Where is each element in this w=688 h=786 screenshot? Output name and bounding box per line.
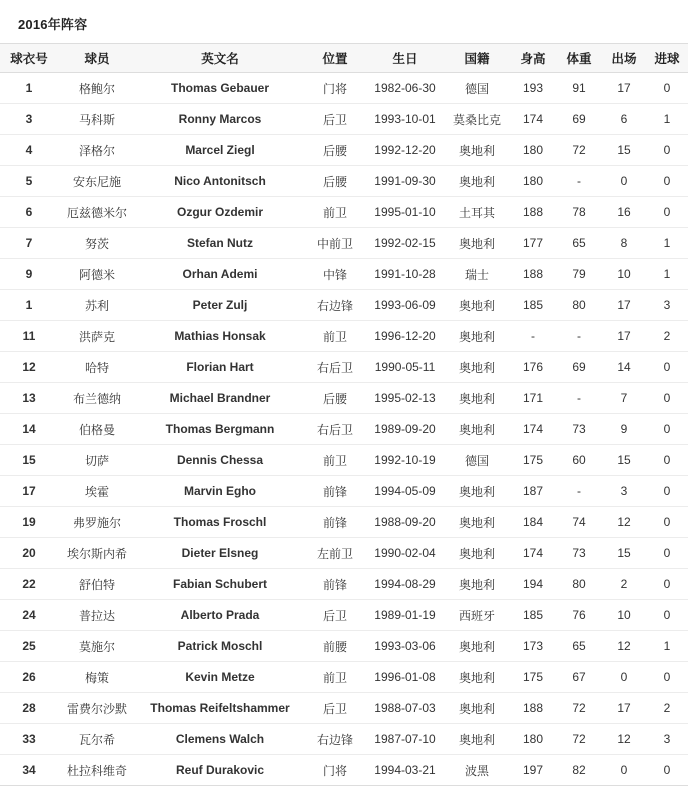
- cell-appearances: 14: [602, 352, 646, 383]
- cell-appearances: 12: [602, 724, 646, 755]
- cell-player-name-cn: 布兰德纳: [58, 383, 136, 414]
- cell-birthday: 1988-07-03: [366, 693, 444, 724]
- column-header-jersey: 球衣号: [0, 44, 58, 73]
- column-header-appearances: 出场: [602, 44, 646, 73]
- cell-position: 前锋: [304, 507, 366, 538]
- cell-player-name-en: Nico Antonitsch: [136, 166, 304, 197]
- cell-nationality: 奥地利: [444, 135, 510, 166]
- cell-player-name-cn: 伯格曼: [58, 414, 136, 445]
- column-header-birthday: 生日: [366, 44, 444, 73]
- cell-player-name-cn: 莫施尔: [58, 631, 136, 662]
- cell-player-name-en: Stefan Nutz: [136, 228, 304, 259]
- cell-player-name-en: Florian Hart: [136, 352, 304, 383]
- cell-jersey-number: 26: [0, 662, 58, 693]
- cell-goals: 0: [646, 662, 688, 693]
- cell-jersey-number: 15: [0, 445, 58, 476]
- cell-appearances: 17: [602, 73, 646, 104]
- cell-player-name-cn: 梅策: [58, 662, 136, 693]
- cell-player-name-cn: 厄兹德米尔: [58, 197, 136, 228]
- cell-position: 前腰: [304, 631, 366, 662]
- cell-position: 后卫: [304, 104, 366, 135]
- cell-appearances: 17: [602, 693, 646, 724]
- cell-nationality: 奥地利: [444, 476, 510, 507]
- cell-position: 前卫: [304, 445, 366, 476]
- cell-jersey-number: 24: [0, 600, 58, 631]
- cell-appearances: 15: [602, 135, 646, 166]
- cell-position: 中锋: [304, 259, 366, 290]
- cell-player-name-cn: 洪萨克: [58, 321, 136, 352]
- cell-weight: -: [556, 476, 602, 507]
- cell-birthday: 1995-02-13: [366, 383, 444, 414]
- cell-nationality: 奥地利: [444, 166, 510, 197]
- cell-player-name-en: Ozgur Ozdemir: [136, 197, 304, 228]
- cell-jersey-number: 20: [0, 538, 58, 569]
- cell-birthday: 1988-09-20: [366, 507, 444, 538]
- cell-nationality: 奥地利: [444, 507, 510, 538]
- cell-height: 180: [510, 166, 556, 197]
- cell-birthday: 1987-07-10: [366, 724, 444, 755]
- cell-goals: 0: [646, 197, 688, 228]
- cell-height: 180: [510, 724, 556, 755]
- cell-player-name-en: Kevin Metze: [136, 662, 304, 693]
- cell-birthday: 1993-06-09: [366, 290, 444, 321]
- cell-player-name-en: Thomas Gebauer: [136, 73, 304, 104]
- cell-goals: 0: [646, 507, 688, 538]
- cell-player-name-en: Dennis Chessa: [136, 445, 304, 476]
- cell-jersey-number: 9: [0, 259, 58, 290]
- cell-position: 后卫: [304, 693, 366, 724]
- cell-player-name-cn: 埃霍: [58, 476, 136, 507]
- column-header-weight: 体重: [556, 44, 602, 73]
- cell-jersey-number: 34: [0, 755, 58, 786]
- cell-position: 右边锋: [304, 290, 366, 321]
- table-row: [0, 662, 688, 693]
- cell-goals: 1: [646, 259, 688, 290]
- cell-goals: 2: [646, 693, 688, 724]
- cell-player-name-cn: 瓦尔希: [58, 724, 136, 755]
- cell-weight: 80: [556, 569, 602, 600]
- cell-goals: 0: [646, 73, 688, 104]
- cell-player-name-en: Marvin Egho: [136, 476, 304, 507]
- cell-birthday: 1992-12-20: [366, 135, 444, 166]
- cell-jersey-number: 12: [0, 352, 58, 383]
- cell-appearances: 6: [602, 104, 646, 135]
- cell-player-name-en: Ronny Marcos: [136, 104, 304, 135]
- cell-position: 前卫: [304, 321, 366, 352]
- cell-nationality: 奥地利: [444, 538, 510, 569]
- cell-goals: 0: [646, 538, 688, 569]
- cell-player-name-en: Peter Zulj: [136, 290, 304, 321]
- cell-jersey-number: 5: [0, 166, 58, 197]
- cell-appearances: 17: [602, 321, 646, 352]
- cell-nationality: 波黑: [444, 755, 510, 786]
- cell-nationality: 奥地利: [444, 693, 510, 724]
- cell-position: 后卫: [304, 600, 366, 631]
- cell-birthday: 1993-03-06: [366, 631, 444, 662]
- table-body: [0, 73, 688, 786]
- cell-jersey-number: 19: [0, 507, 58, 538]
- cell-position: 门将: [304, 755, 366, 786]
- cell-position: 右后卫: [304, 352, 366, 383]
- cell-player-name-cn: 舒伯特: [58, 569, 136, 600]
- cell-appearances: 8: [602, 228, 646, 259]
- table-row: [0, 631, 688, 662]
- cell-weight: 79: [556, 259, 602, 290]
- cell-height: 188: [510, 197, 556, 228]
- cell-position: 后腰: [304, 383, 366, 414]
- cell-jersey-number: 3: [0, 104, 58, 135]
- cell-appearances: 7: [602, 383, 646, 414]
- cell-goals: 0: [646, 166, 688, 197]
- cell-player-name-cn: 泽格尔: [58, 135, 136, 166]
- cell-nationality: 瑞士: [444, 259, 510, 290]
- cell-birthday: 1993-10-01: [366, 104, 444, 135]
- cell-height: 175: [510, 662, 556, 693]
- table-row: [0, 166, 688, 197]
- cell-goals: 0: [646, 414, 688, 445]
- cell-player-name-en: Thomas Bergmann: [136, 414, 304, 445]
- cell-player-name-en: Patrick Moschl: [136, 631, 304, 662]
- cell-jersey-number: 25: [0, 631, 58, 662]
- page-title: 2016年阵容: [18, 17, 88, 32]
- cell-jersey-number: 1: [0, 290, 58, 321]
- table-row: [0, 755, 688, 786]
- cell-position: 前卫: [304, 662, 366, 693]
- cell-nationality: 德国: [444, 445, 510, 476]
- table-row: [0, 414, 688, 445]
- table-row: [0, 600, 688, 631]
- cell-birthday: 1992-02-15: [366, 228, 444, 259]
- cell-position: 门将: [304, 73, 366, 104]
- cell-weight: 82: [556, 755, 602, 786]
- cell-weight: 78: [556, 197, 602, 228]
- cell-weight: 65: [556, 631, 602, 662]
- table-header-row: [0, 44, 688, 73]
- cell-appearances: 9: [602, 414, 646, 445]
- cell-position: 右后卫: [304, 414, 366, 445]
- cell-appearances: 16: [602, 197, 646, 228]
- cell-nationality: 奥地利: [444, 321, 510, 352]
- cell-nationality: 奥地利: [444, 352, 510, 383]
- cell-weight: 60: [556, 445, 602, 476]
- table-row: [0, 104, 688, 135]
- column-header-english: 英文名: [136, 44, 304, 73]
- cell-weight: 69: [556, 104, 602, 135]
- cell-nationality: 奥地利: [444, 383, 510, 414]
- cell-jersey-number: 6: [0, 197, 58, 228]
- cell-player-name-en: Michael Brandner: [136, 383, 304, 414]
- cell-goals: 2: [646, 321, 688, 352]
- cell-height: 197: [510, 755, 556, 786]
- cell-height: 174: [510, 104, 556, 135]
- cell-weight: 91: [556, 73, 602, 104]
- cell-nationality: 奥地利: [444, 228, 510, 259]
- cell-goals: 0: [646, 445, 688, 476]
- cell-position: 中前卫: [304, 228, 366, 259]
- table-row: [0, 352, 688, 383]
- cell-appearances: 17: [602, 290, 646, 321]
- cell-nationality: 西班牙: [444, 600, 510, 631]
- cell-weight: 73: [556, 538, 602, 569]
- table-header: [0, 44, 688, 73]
- cell-birthday: 1991-09-30: [366, 166, 444, 197]
- cell-player-name-en: Marcel Ziegl: [136, 135, 304, 166]
- column-header-position: 位置: [304, 44, 366, 73]
- cell-birthday: 1994-03-21: [366, 755, 444, 786]
- cell-birthday: 1995-01-10: [366, 197, 444, 228]
- cell-height: 177: [510, 228, 556, 259]
- cell-height: 187: [510, 476, 556, 507]
- cell-height: 184: [510, 507, 556, 538]
- cell-weight: 73: [556, 414, 602, 445]
- cell-nationality: 奥地利: [444, 631, 510, 662]
- cell-player-name-cn: 切萨: [58, 445, 136, 476]
- table-row: [0, 259, 688, 290]
- cell-appearances: 0: [602, 166, 646, 197]
- cell-player-name-cn: 苏利: [58, 290, 136, 321]
- cell-position: 前锋: [304, 476, 366, 507]
- cell-goals: 3: [646, 290, 688, 321]
- cell-height: 175: [510, 445, 556, 476]
- cell-nationality: 莫桑比克: [444, 104, 510, 135]
- cell-appearances: 0: [602, 662, 646, 693]
- table-row: [0, 321, 688, 352]
- cell-weight: 76: [556, 600, 602, 631]
- cell-birthday: 1982-06-30: [366, 73, 444, 104]
- cell-player-name-cn: 哈特: [58, 352, 136, 383]
- table-row: [0, 538, 688, 569]
- cell-birthday: 1990-02-04: [366, 538, 444, 569]
- cell-player-name-en: Dieter Elsneg: [136, 538, 304, 569]
- cell-player-name-cn: 埃尔斯内希: [58, 538, 136, 569]
- column-header-goals: 进球: [646, 44, 688, 73]
- cell-player-name-cn: 弗罗施尔: [58, 507, 136, 538]
- cell-nationality: 奥地利: [444, 290, 510, 321]
- cell-weight: 72: [556, 135, 602, 166]
- cell-weight: 72: [556, 724, 602, 755]
- cell-goals: 1: [646, 104, 688, 135]
- cell-birthday: 1992-10-19: [366, 445, 444, 476]
- cell-height: 188: [510, 693, 556, 724]
- table-row: [0, 290, 688, 321]
- table-row: [0, 73, 688, 104]
- table-row: [0, 383, 688, 414]
- cell-nationality: 德国: [444, 73, 510, 104]
- cell-birthday: 1989-09-20: [366, 414, 444, 445]
- table-row: [0, 228, 688, 259]
- cell-birthday: 1990-05-11: [366, 352, 444, 383]
- cell-player-name-en: Clemens Walch: [136, 724, 304, 755]
- cell-position: 左前卫: [304, 538, 366, 569]
- cell-position: 后腰: [304, 166, 366, 197]
- cell-player-name-en: Mathias Honsak: [136, 321, 304, 352]
- cell-weight: -: [556, 321, 602, 352]
- cell-jersey-number: 1: [0, 73, 58, 104]
- cell-player-name-en: Orhan Ademi: [136, 259, 304, 290]
- cell-player-name-en: Alberto Prada: [136, 600, 304, 631]
- cell-appearances: 12: [602, 507, 646, 538]
- cell-height: 174: [510, 538, 556, 569]
- table-row: [0, 197, 688, 228]
- table-row: [0, 507, 688, 538]
- column-header-height: 身高: [510, 44, 556, 73]
- cell-position: 右边锋: [304, 724, 366, 755]
- cell-goals: 0: [646, 352, 688, 383]
- table-row: [0, 135, 688, 166]
- cell-player-name-en: Thomas Froschl: [136, 507, 304, 538]
- cell-appearances: 0: [602, 755, 646, 786]
- cell-nationality: 奥地利: [444, 414, 510, 445]
- cell-goals: 0: [646, 600, 688, 631]
- cell-goals: 3: [646, 724, 688, 755]
- cell-player-name-cn: 马科斯: [58, 104, 136, 135]
- table-row: [0, 693, 688, 724]
- cell-player-name-en: Reuf Durakovic: [136, 755, 304, 786]
- cell-goals: 0: [646, 383, 688, 414]
- cell-weight: 65: [556, 228, 602, 259]
- cell-weight: 74: [556, 507, 602, 538]
- cell-goals: 1: [646, 631, 688, 662]
- cell-birthday: 1996-01-08: [366, 662, 444, 693]
- cell-height: 194: [510, 569, 556, 600]
- table-row: [0, 569, 688, 600]
- cell-appearances: 15: [602, 538, 646, 569]
- cell-weight: 69: [556, 352, 602, 383]
- cell-position: 后腰: [304, 135, 366, 166]
- cell-player-name-en: Fabian Schubert: [136, 569, 304, 600]
- cell-birthday: 1994-08-29: [366, 569, 444, 600]
- squad-table: [0, 43, 688, 786]
- cell-jersey-number: 7: [0, 228, 58, 259]
- table-row: [0, 445, 688, 476]
- cell-player-name-en: Thomas Reifeltshammer: [136, 693, 304, 724]
- cell-goals: 0: [646, 755, 688, 786]
- cell-appearances: 2: [602, 569, 646, 600]
- cell-height: 174: [510, 414, 556, 445]
- cell-player-name-cn: 阿德米: [58, 259, 136, 290]
- cell-player-name-cn: 杜拉科维奇: [58, 755, 136, 786]
- column-header-player: 球员: [58, 44, 136, 73]
- table-row: [0, 724, 688, 755]
- cell-birthday: 1991-10-28: [366, 259, 444, 290]
- cell-height: 180: [510, 135, 556, 166]
- cell-height: 176: [510, 352, 556, 383]
- cell-weight: -: [556, 383, 602, 414]
- cell-height: 173: [510, 631, 556, 662]
- cell-height: 185: [510, 290, 556, 321]
- cell-position: 前锋: [304, 569, 366, 600]
- cell-weight: -: [556, 166, 602, 197]
- cell-goals: 1: [646, 228, 688, 259]
- cell-weight: 72: [556, 693, 602, 724]
- cell-player-name-cn: 普拉达: [58, 600, 136, 631]
- column-header-nationality: 国籍: [444, 44, 510, 73]
- cell-height: 171: [510, 383, 556, 414]
- cell-jersey-number: 28: [0, 693, 58, 724]
- cell-height: 193: [510, 73, 556, 104]
- cell-player-name-cn: 努茨: [58, 228, 136, 259]
- cell-appearances: 15: [602, 445, 646, 476]
- cell-height: 185: [510, 600, 556, 631]
- cell-nationality: 奥地利: [444, 724, 510, 755]
- cell-goals: 0: [646, 476, 688, 507]
- cell-birthday: 1989-01-19: [366, 600, 444, 631]
- cell-jersey-number: 11: [0, 321, 58, 352]
- cell-jersey-number: 22: [0, 569, 58, 600]
- cell-nationality: 奥地利: [444, 569, 510, 600]
- cell-jersey-number: 13: [0, 383, 58, 414]
- cell-nationality: 土耳其: [444, 197, 510, 228]
- cell-jersey-number: 17: [0, 476, 58, 507]
- cell-jersey-number: 4: [0, 135, 58, 166]
- cell-player-name-cn: 雷费尔沙默: [58, 693, 136, 724]
- cell-goals: 0: [646, 135, 688, 166]
- cell-player-name-cn: 安东尼施: [58, 166, 136, 197]
- cell-appearances: 12: [602, 631, 646, 662]
- cell-jersey-number: 14: [0, 414, 58, 445]
- cell-appearances: 10: [602, 259, 646, 290]
- cell-appearances: 10: [602, 600, 646, 631]
- table-row: [0, 476, 688, 507]
- cell-weight: 67: [556, 662, 602, 693]
- cell-position: 前卫: [304, 197, 366, 228]
- cell-birthday: 1996-12-20: [366, 321, 444, 352]
- cell-weight: 80: [556, 290, 602, 321]
- cell-height: 188: [510, 259, 556, 290]
- cell-appearances: 3: [602, 476, 646, 507]
- cell-jersey-number: 33: [0, 724, 58, 755]
- cell-birthday: 1994-05-09: [366, 476, 444, 507]
- cell-height: -: [510, 321, 556, 352]
- cell-goals: 0: [646, 569, 688, 600]
- cell-player-name-cn: 格鲍尔: [58, 73, 136, 104]
- cell-nationality: 奥地利: [444, 662, 510, 693]
